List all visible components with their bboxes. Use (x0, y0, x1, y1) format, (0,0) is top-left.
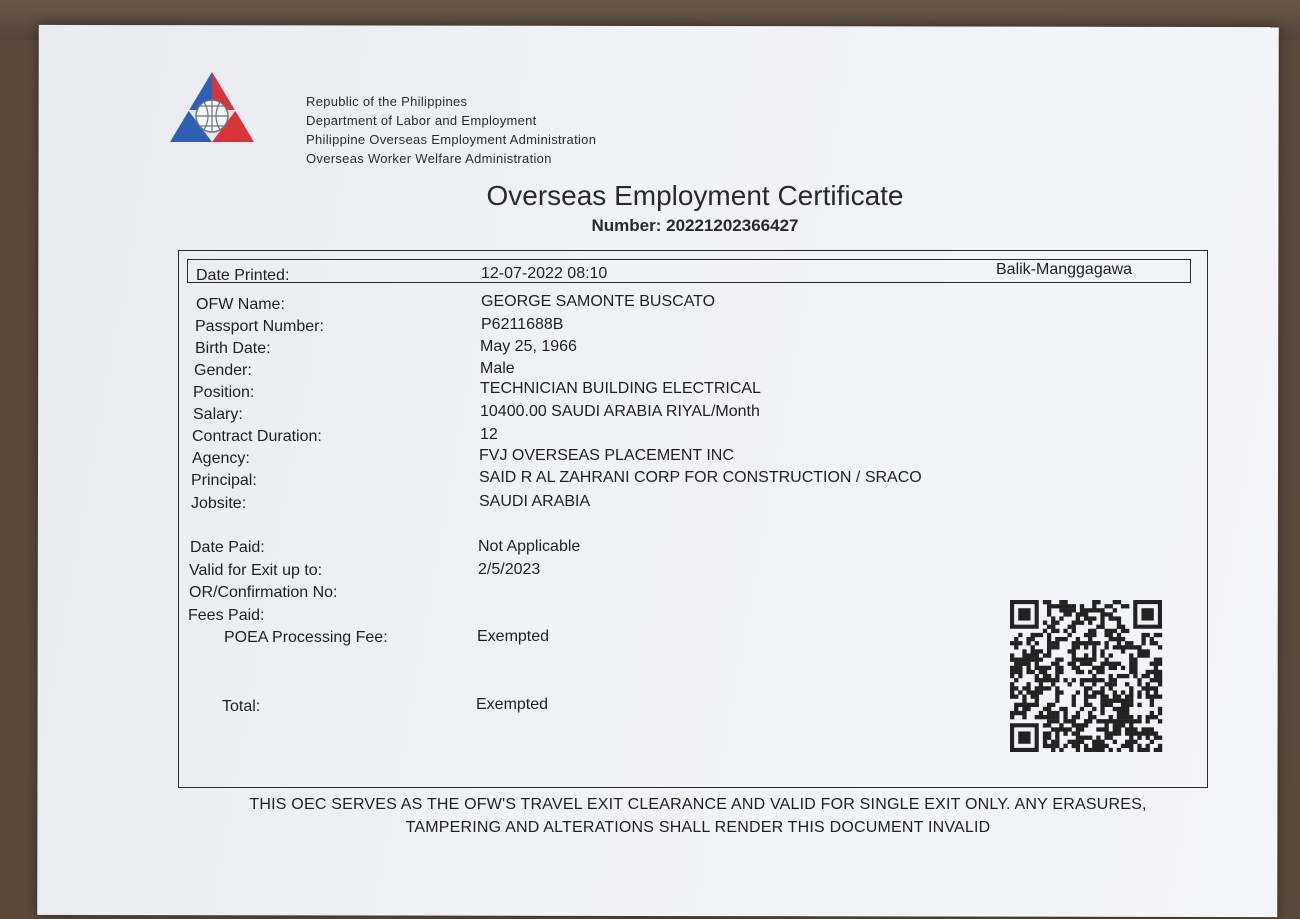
field-label-contract-duration: Contract Duration: (192, 428, 322, 445)
field-label-fees-paid: Fees Paid: (188, 607, 265, 624)
total-label: Total: (222, 698, 261, 715)
dole-logo-icon (166, 70, 258, 146)
agency-line-3: Philippine Overseas Employment Administration (306, 132, 597, 147)
footer-notice-line-1: THIS OEC SERVES AS THE OFW'S TRAVEL EXIT CLEARANCE AND VALID FOR SINGLE EXIT ONLY. ANY ERASURES, (249, 796, 1147, 813)
field-value-salary: 10400.00 SAUDI ARABIA RIYAL/Month (480, 403, 760, 420)
agency-line-1: Republic of the Philippines (306, 94, 468, 109)
field-value-ofw-name: GEORGE SAMONTE BUSCATO (481, 293, 716, 310)
field-value-agency: FVJ OVERSEAS PLACEMENT INC (479, 447, 734, 464)
field-label-birth-date: Birth Date: (195, 340, 271, 357)
field-value-date-paid: Not Applicable (478, 538, 581, 555)
agency-header (306, 92, 596, 168)
field-value-passport: P6211688B (481, 316, 564, 333)
field-label-salary: Salary: (193, 406, 243, 423)
field-value-birth-date: May 25, 1966 (480, 338, 577, 355)
agency-line-2: Department of Labor and Employment (306, 113, 537, 128)
field-value-jobsite: SAUDI ARABIA (479, 493, 591, 510)
field-label-passport: Passport Number: (195, 318, 324, 335)
field-label-valid-exit: Valid for Exit up to: (189, 562, 323, 579)
agency-line-4: Overseas Worker Welfare Administration (306, 151, 552, 166)
qr-code-icon (1010, 600, 1166, 752)
field-label-jobsite: Jobsite: (191, 495, 247, 512)
fee-value-poea: Exempted (477, 628, 550, 645)
worker-category: Balik-Manggagawa (996, 261, 1133, 278)
document-title: Overseas Employment Certificate (486, 180, 904, 211)
field-value-gender: Male (480, 360, 515, 377)
field-label-date-paid: Date Paid: (190, 539, 265, 556)
field-value-position: TECHNICIAN BUILDING ELECTRICAL (480, 380, 761, 397)
field-label-principal: Principal: (191, 472, 257, 489)
footer-notice-line-2: TAMPERING AND ALTERATIONS SHALL RENDER THIS DOCUMENT INVALID (405, 819, 991, 836)
field-label-confirmation-no: OR/Confirmation No: (189, 584, 338, 601)
field-label-agency: Agency: (192, 450, 250, 467)
field-value-valid-exit: 2/5/2023 (478, 561, 541, 578)
field-value-contract-duration: 12 (480, 426, 498, 443)
field-label-ofw-name: OFW Name: (196, 296, 285, 313)
date-printed-value: 12-07-2022 08:10 (481, 265, 608, 282)
field-value-principal: SAID R AL ZAHRANI CORP FOR CONSTRUCTION / SRACO (479, 469, 922, 486)
certificate-number: Number: 20221202366427 (591, 216, 799, 235)
field-label-gender: Gender: (194, 362, 252, 379)
fee-label-poea: POEA Processing Fee: (224, 629, 388, 646)
field-label-position: Position: (193, 384, 255, 401)
total-value: Exempted (476, 696, 549, 713)
date-printed-label: Date Printed: (196, 267, 290, 284)
